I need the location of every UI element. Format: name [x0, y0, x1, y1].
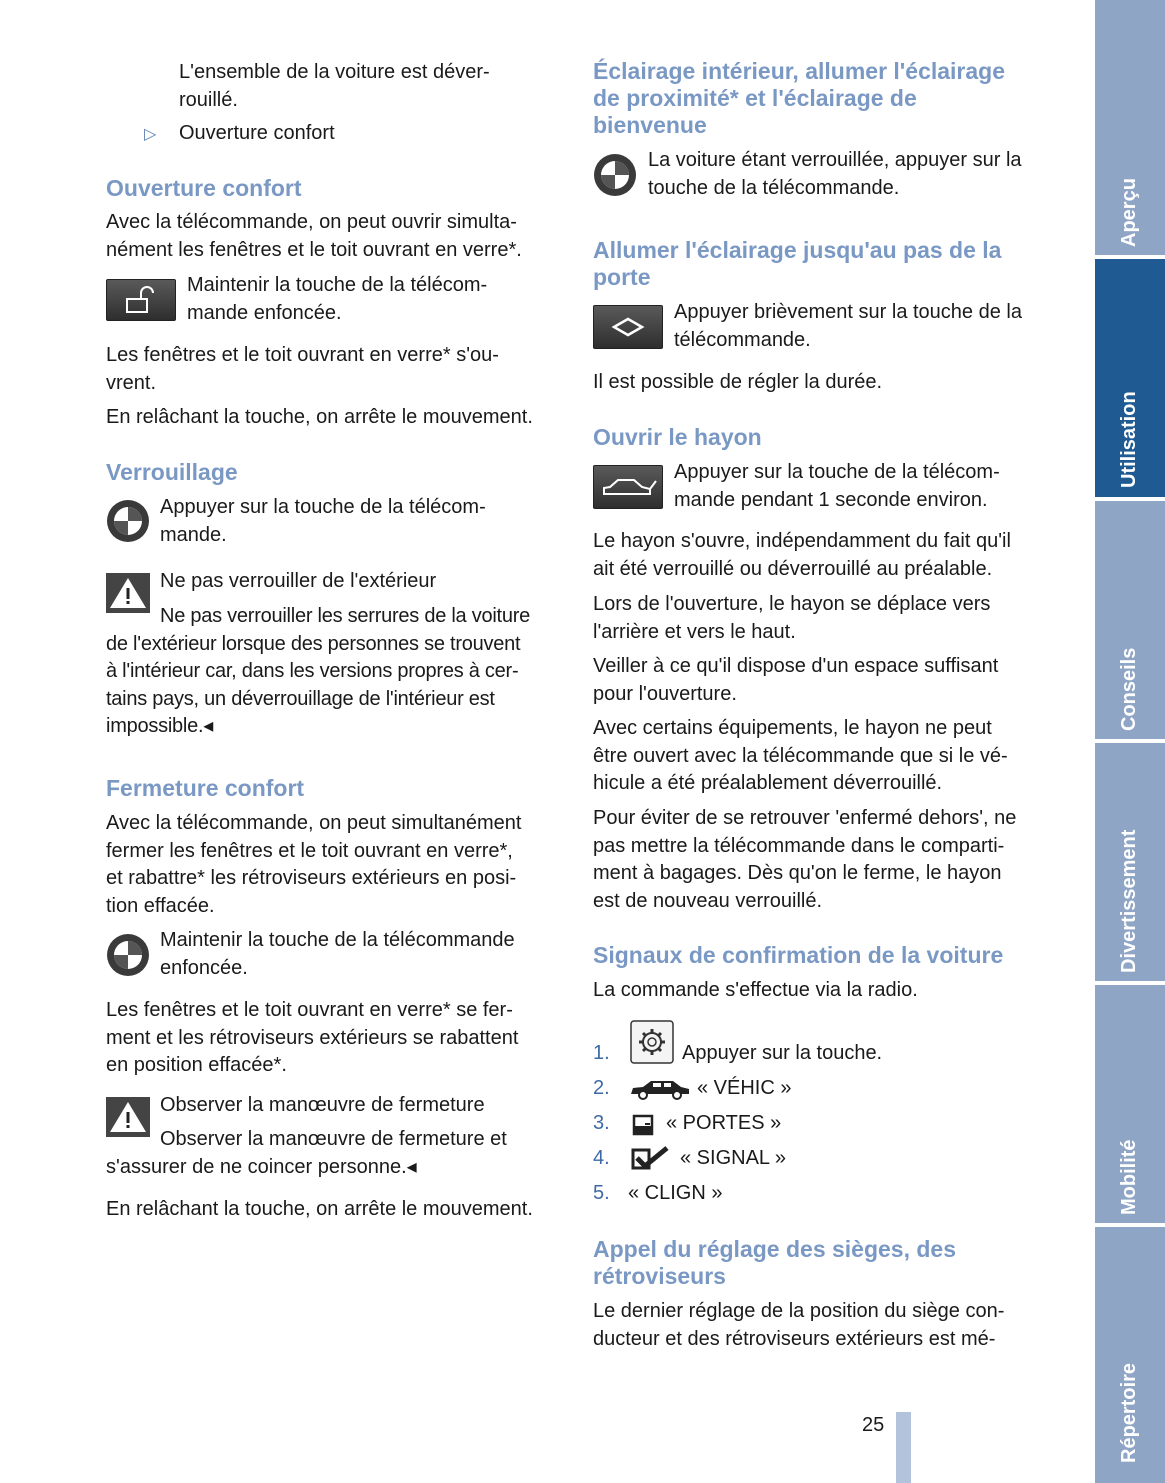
triangle-bullet-icon: ▷ — [144, 126, 157, 143]
paragraph: Appuyer brièvement sur la touche de la télécommande. — [674, 301, 1022, 351]
page-number: 25 — [862, 1414, 885, 1436]
trunk-button-icon — [593, 465, 663, 509]
bmw-logo-icon — [106, 499, 150, 543]
paragraph: En relâchant la touche, on arrête le mouvement. — [106, 406, 533, 428]
headlight-button-icon — [593, 305, 663, 349]
list-item: 2. — [593, 1077, 610, 1099]
paragraph: La voiture étant verrouillée, appuyer sur la touche de la télécommande. — [648, 149, 1022, 199]
warning-text: Ne pas verrouiller les serrures de la voiture de l'extérieur lorsque des personnes se trouvent à l'intérieur car, dans les versions propres à cer- tains pays, un déverrouillage de l'intérieur est impossible.◂ — [106, 605, 531, 737]
bullet-item: ▷ Ouverture confort — [144, 122, 335, 144]
paragraph: Appuyer sur la touche de la télécom- mande. — [160, 496, 486, 546]
list-item: 3. — [593, 1112, 610, 1134]
paragraph: La commande s'effectue via la radio. — [593, 979, 918, 1001]
paragraph: Maintenir la touche de la télécom- mande enfoncée. — [187, 274, 488, 324]
tab-mobilite[interactable]: Mobilité — [1095, 985, 1165, 1223]
list-item-text: Appuyer sur la touche. — [682, 1042, 883, 1064]
tab-apercu[interactable]: Aperçu — [1095, 0, 1165, 255]
bmw-logo-icon — [106, 933, 150, 977]
paragraph: Le dernier réglage de la position du siège con- ducteur et des rétroviseurs extérieurs est mé- — [593, 1300, 1005, 1350]
paragraph: Lors de l'ouverture, le hayon se déplace vers l'arrière et vers le haut. — [593, 593, 991, 643]
heading-signaux: Signaux de confirmation de la voiture — [593, 942, 1004, 968]
list-item: 4. — [593, 1147, 610, 1169]
unlock-button-icon — [106, 279, 176, 321]
car-icon — [629, 1078, 691, 1100]
heading-hayon: Ouvrir le hayon — [593, 424, 762, 450]
paragraph: Avec certains équipements, le hayon ne peut être ouvert avec la télécommande que si le vé- hicule a été préalablement déverrouillé. — [593, 717, 1008, 794]
heading-appel: Appel du réglage des sièges, des rétroviseurs — [593, 1236, 957, 1289]
paragraph: Pour éviter de se retrouver 'enfermé dehors', ne pas mettre la télécommande dans le comparti- ment à bagages. Dès qu'on le ferme, le hayon est de nouveau verrouillé. — [593, 807, 1017, 912]
heading-allumer: Allumer l'éclairage jusqu'au pas de la porte — [593, 237, 1002, 290]
settings-gear-icon — [630, 1020, 674, 1064]
warning-title: Observer la manœuvre de fermeture — [160, 1094, 485, 1116]
tab-repertoire[interactable]: Répertoire — [1095, 1227, 1165, 1483]
bmw-logo-icon — [593, 153, 637, 197]
warning-text: Observer la manœuvre de fermeture et s'assurer de ne coincer personne.◂ — [106, 1128, 507, 1178]
tab-utilisation[interactable]: Utilisation — [1095, 259, 1165, 497]
paragraph: Les fenêtres et le toit ouvrant en verre* se fer- ment et les rétroviseurs extérieurs se rabattent en position effacée*. — [106, 999, 519, 1076]
heading-verrouillage: Verrouillage — [106, 459, 238, 485]
list-item: 1. — [593, 1042, 610, 1064]
paragraph: Avec la télécommande, on peut ouvrir simulta- nément les fenêtres et le toit ouvrant en verre*. — [106, 211, 522, 261]
page-number-bar — [896, 1412, 911, 1483]
list-item-text: « CLIGN » — [628, 1182, 723, 1204]
list-item-text: « SIGNAL » — [680, 1147, 786, 1169]
paragraph: Appuyer sur la touche de la télécom- mande pendant 1 seconde environ. — [674, 461, 1000, 511]
door-icon — [631, 1112, 655, 1136]
paragraph: Il est possible de régler la durée. — [593, 371, 883, 393]
paragraph: Les fenêtres et le toit ouvrant en verre* s'ou- vrent. — [106, 344, 499, 394]
heading-ouverture-confort: Ouverture confort — [106, 175, 302, 201]
list-item-text: « VÉHIC » — [697, 1077, 792, 1099]
heading-eclairage: Éclairage intérieur, allumer l'éclairage de proximité* et l'éclairage de bienvenue — [593, 58, 1006, 138]
paragraph: En relâchant la touche, on arrête le mouvement. — [106, 1198, 533, 1220]
intro-text: L'ensemble de la voiture est déver- rouillé. — [179, 61, 490, 111]
list-item-text: « PORTES » — [666, 1112, 782, 1134]
tab-divertissement[interactable]: Divertissement — [1095, 743, 1165, 981]
paragraph: Veiller à ce qu'il dispose d'un espace suffisant pour l'ouverture. — [593, 655, 999, 705]
paragraph: Maintenir la touche de la télécommande enfoncée. — [160, 929, 515, 979]
heading-fermeture-confort: Fermeture confort — [106, 775, 305, 801]
paragraph: Le hayon s'ouvre, indépendamment du fait qu'il ait été verrouillé ou déverrouillé au préalable. — [593, 530, 1011, 580]
paragraph: Avec la télécommande, on peut simultanément fermer les fenêtres et le toit ouvrant en verre*, et rabattre* les rétroviseurs extérieurs en posi- tion effacée. — [106, 812, 522, 917]
tab-conseils[interactable]: Conseils — [1095, 501, 1165, 739]
section-tabs — [1095, 0, 1165, 1483]
checkmark-signal-icon — [631, 1146, 671, 1172]
warning-title: Ne pas verrouiller de l'extérieur — [160, 570, 437, 592]
list-item: 5. — [593, 1182, 610, 1204]
